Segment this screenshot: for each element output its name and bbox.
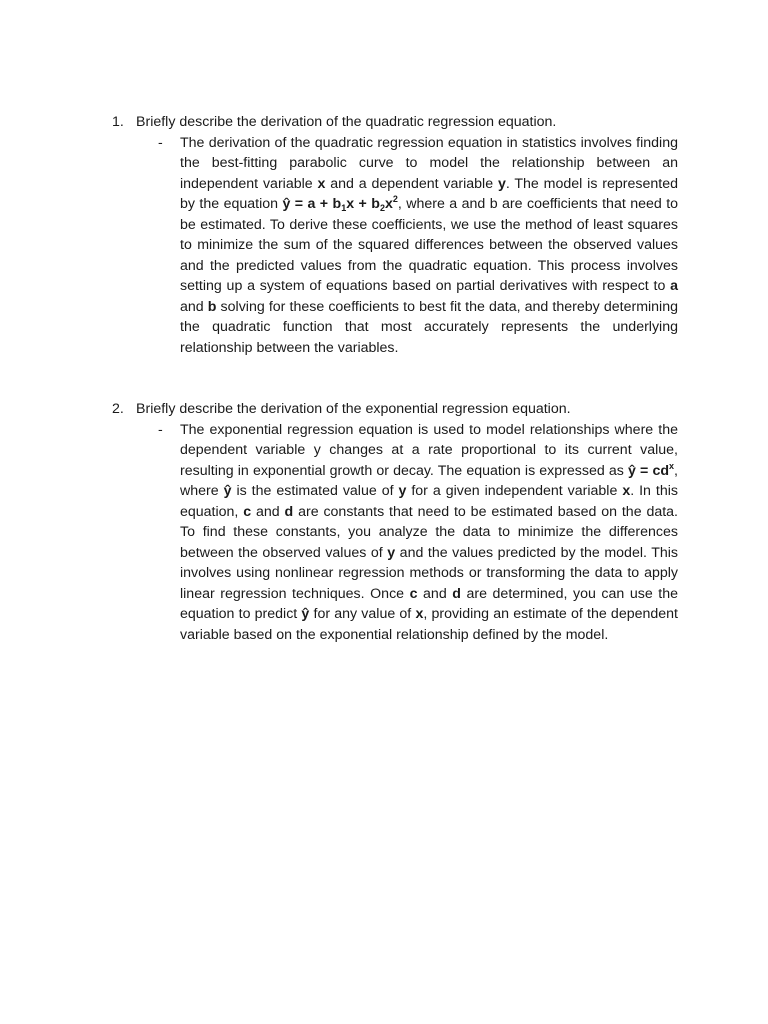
answer-text-segment: solving for these coefficients to best fit the data, and thereby determining the quadratic function that most accurately represents the underlying relationship between the variables.: [180, 298, 678, 356]
question-1-number: 1.: [112, 114, 124, 130]
answer-text-segment: and: [251, 503, 285, 520]
answer-text-segment: . In this equation,: [180, 483, 678, 520]
variable-x: x: [415, 606, 424, 622]
answer-text-segment: and: [417, 585, 453, 602]
eq-equals: =: [290, 196, 308, 212]
eq-b2: b: [371, 196, 380, 212]
quadratic-equation: [282, 196, 397, 212]
variable-x: x: [317, 175, 326, 192]
eq-plus: +: [354, 196, 372, 212]
question-1-answer-text: [180, 133, 678, 359]
eq-subscript-2: 2: [379, 203, 385, 213]
answer-text-segment: The derivation of the quadratic regression equation in statistics involves finding the best-fitting parabolic curve to model the relationship between an independent variable: [180, 134, 678, 192]
answer-text-segment: and a dependent variable: [325, 175, 498, 192]
variable-c: c: [243, 503, 252, 520]
variable-a: a: [670, 278, 678, 294]
eq-superscript-2: 2: [392, 194, 398, 204]
variable-d: d: [284, 503, 294, 520]
question-1-prompt: Briefly describe the derivation of the quadratic regression equation.: [136, 114, 557, 130]
eq-plus: +: [315, 196, 333, 212]
question-1-answer: [158, 133, 678, 359]
answer-text-segment: are determined, you can use the equation to predict: [180, 585, 678, 622]
question-2-bullet: -: [158, 421, 163, 438]
variable-c: c: [409, 585, 418, 602]
question-2-prompt: Briefly describe the derivation of the exponential regression equation.: [136, 401, 571, 417]
question-1-prompt-line: [112, 112, 678, 133]
eq-yhat-cd: ŷ = cd: [628, 462, 670, 479]
answer-text-segment: The exponential regression equation is used to model relationships where the dependent variable y changes at a rate proportional to its current value, resulting in exponential growth or decay. The equation is expressed as: [180, 421, 678, 479]
variable-x: x: [622, 483, 631, 499]
answer-text-segment: and the values predicted by the model. This involves using nonlinear regression methods or transforming the data to apply linear regression techniques. Once: [180, 544, 679, 602]
eq-b1: b: [332, 196, 342, 212]
question-2-prompt-line: [112, 399, 678, 420]
question-2-answer-text: [180, 420, 678, 646]
question-1: [112, 112, 678, 358]
answer-text-segment: are constants that need to be estimated based on the data. To find these constants, you analyze the data to minimize the differences between the observed values of: [180, 503, 678, 561]
eq-x: x: [346, 196, 355, 212]
answer-text-segment: and: [180, 298, 208, 315]
question-1-bullet: -: [158, 134, 163, 151]
eq-superscript-x: x: [669, 460, 675, 471]
variable-y: y: [398, 483, 407, 499]
eq-yhat: ŷ: [282, 196, 291, 212]
eq-subscript-1: 1: [341, 203, 347, 213]
question-2-number: 2.: [112, 401, 124, 417]
variable-b: b: [207, 298, 217, 315]
question-2: [112, 399, 678, 645]
variable-y: y: [497, 175, 506, 192]
answer-text-segment: . The model is represented by the equation: [180, 175, 678, 212]
answer-text-segment: is the estimated value of: [231, 483, 399, 499]
eq-x-squared: x: [384, 196, 393, 212]
exponential-equation: [628, 460, 675, 479]
question-2-answer: [158, 420, 678, 646]
answer-text-segment: , providing an estimate of the dependent variable based on the exponential relationship defined by the model.: [180, 606, 678, 643]
answer-text-segment: for any value of: [309, 606, 416, 622]
answer-text-segment: , where a and b are coefficients that need to be estimated. To derive these coefficients, we use the method of least squares to minimize the sum of the squared differences between the observed values and the predicted values from the quadratic equation. This process involves setting up a system of equations based on partial derivatives with respect to: [180, 196, 679, 294]
answer-text-segment: for a given independent variable: [406, 483, 623, 499]
variable-y: y: [387, 544, 396, 561]
variable-d: d: [452, 585, 461, 602]
variable-yhat: ŷ: [301, 606, 310, 622]
eq-a: a: [307, 196, 316, 212]
variable-yhat: ŷ: [223, 483, 232, 499]
answer-text-segment: , where: [180, 462, 678, 499]
